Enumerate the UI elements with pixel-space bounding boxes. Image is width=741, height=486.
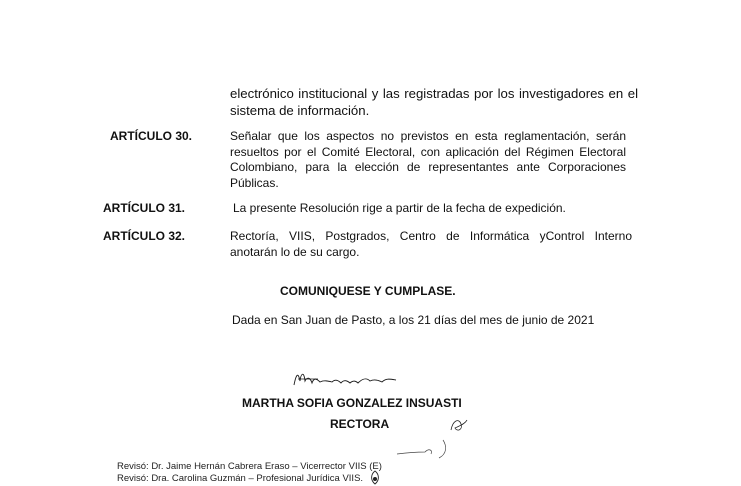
signatory-title: RECTORA	[330, 417, 390, 431]
article-30-text: Señalar que los aspectos no previstos en esta reglamentación, serán resueltos por el Comité Electoral, con aplicación del Régimen Electoral Colombiano, para la elección de representantes ante Corporaciones Públicas.	[230, 129, 626, 190]
initials-mark	[447, 416, 471, 436]
reviewer-line-2: Revisó: Dra. Carolina Guzmán – Profesional Jurídica VIIS.	[117, 473, 364, 484]
signatory-name: MARTHA SOFIA GONZALEZ INSUASTI	[242, 396, 462, 410]
article-31-text: La presente Resolución rige a partir de la fecha de expedición.	[233, 201, 566, 215]
closing-formula: COMUNIQUESE Y CUMPLASE.	[280, 284, 456, 298]
article-32-label: ARTÍCULO 32.	[103, 229, 186, 243]
article-32-text: Rectoría, VIIS, Postgrados, Centro de Informática yControl Interno anotarán lo de su cargo.	[230, 229, 632, 259]
reviewer-initials-mark	[395, 438, 455, 462]
article-30-label: ARTÍCULO 30.	[110, 129, 193, 143]
intro-paragraph: electrónico institucional y las registradas por los investigadores en el sistema de información.	[230, 86, 638, 118]
reviewer-line-1: Revisó: Dr. Jaime Hernán Cabrera Eraso – Vicerrector VIIS (E)	[117, 461, 382, 472]
signature-image	[292, 367, 402, 389]
date-line: Dada en San Juan de Pasto, a los 21 días del mes de junio de 2021	[232, 313, 595, 327]
stamp-mark	[368, 470, 382, 486]
article-31-label: ARTÍCULO 31.	[103, 201, 186, 215]
